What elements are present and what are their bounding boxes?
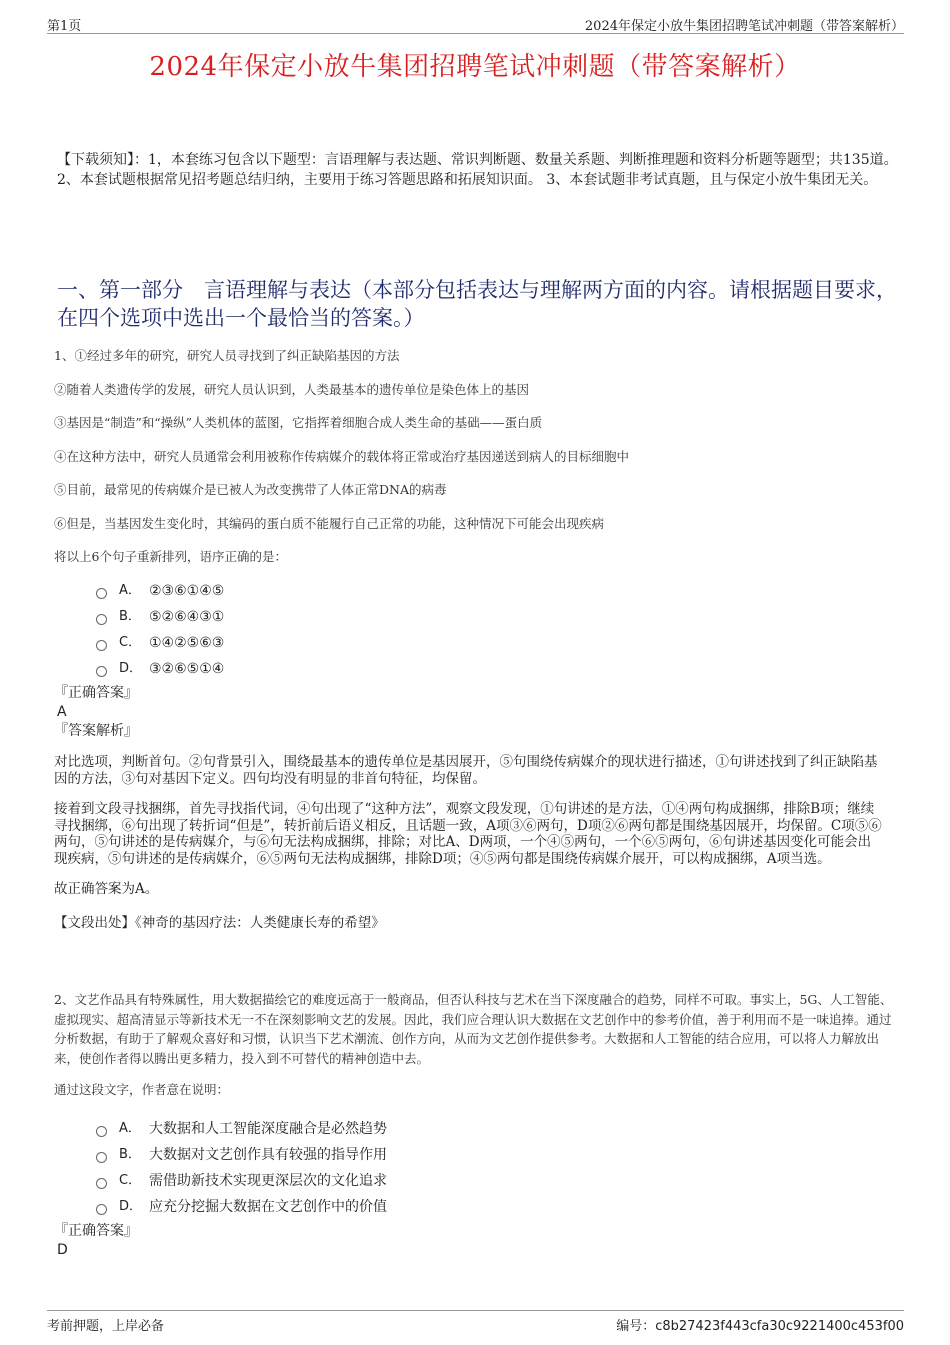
- download-notice: 【下载须知】：1，本套练习包含以下题型：言语理解与表达题、常识判断题、数量关系题、判断推理题和资料分析题等题型；共135道。 2、本套试题根据常见招考题总结归纳，主要用于练习答题思路和拓展知识面。 3、本套试题非考试真题，且与保定小放牛集团无关。: [57, 152, 898, 188]
- answer-value: D: [57, 1242, 68, 1258]
- question-2-options: [96, 1116, 904, 1220]
- question-2-prompt: 通过这段文字，作者意在说明：: [54, 1082, 230, 1097]
- question-1-line: ②随着人类遗传学的发展，研究人员认识到，人类最基本的遗传单位是染色体上的基因: [54, 381, 530, 397]
- source-citation: 【文段出处】《神奇的基因疗法：人类健康长寿的希望》: [54, 914, 385, 931]
- footer-slogan: 考前押题，上岸必备: [47, 1319, 165, 1334]
- option-b[interactable]: B． 大数据对文艺创作具有较强的指导作用: [96, 1142, 904, 1168]
- radio-icon[interactable]: [96, 1152, 107, 1163]
- section-heading: 一、第一部分 言语理解与表达（本部分包括表达与理解两方面的内容。请根据题目要求，在四个选项中选出一个最恰当的答案。）: [57, 278, 897, 330]
- page-header: [47, 13, 904, 34]
- option-a[interactable]: A． ②③⑥①④⑤: [96, 578, 904, 604]
- analysis-conclusion: 故正确答案为A。: [54, 881, 159, 897]
- question-1-line: ⑥但是，当基因发生变化时，其编码的蛋白质不能履行自己正常的功能，这种情况下可能会出现疾病: [54, 515, 605, 531]
- radio-icon[interactable]: [96, 1126, 107, 1137]
- question-1-prompt: 将以上6个句子重新排列，语序正确的是：: [54, 549, 287, 564]
- footer-doc-id: 编号：c8b27423f443cfa30c9221400c453f00: [616, 1319, 904, 1334]
- document-title: 2024年保定小放牛集团招聘笔试冲刺题（带答案解析）: [149, 52, 801, 82]
- question-2: [54, 990, 904, 1260]
- radio-icon[interactable]: [96, 588, 107, 599]
- question-1-line: 1、①经过多年的研究，研究人员寻找到了纠正缺陷基因的方法: [54, 348, 400, 363]
- question-1: [54, 346, 904, 931]
- radio-icon[interactable]: [96, 1204, 107, 1215]
- page-footer: [47, 1310, 904, 1334]
- question-2-stem: 2、文艺作品具有特殊属性，用大数据描绘它的难度远高于一般商品，但否认科技与艺术在当下深度融合的趋势，同样不可取。事实上，5G、人工智能、虚拟现实、超高清显示等新技术无一不在深刻影响文艺的发展。因此，我们应合理认识大数据在文艺创作中的参考价值，善于利用而不是一味追捧。通过分析数据，有助于了解观众喜好和习惯，认识当下艺术潮流、创作方向，从而为文艺创作提供参考。大数据和人工智能的结合应用，可以将人力解放出来，使创作者得以腾出更多精力，投入到不可替代的精神创造中去。: [54, 992, 893, 1066]
- question-1-options: [96, 578, 904, 682]
- radio-icon[interactable]: [96, 614, 107, 625]
- header-doc-title: 2024年保定小放牛集团招聘笔试冲刺题（带答案解析）: [584, 19, 904, 34]
- analysis-paragraph: 接着到文段寻找捆绑，首先寻找指代词，④句出现了“这种方法”，观察文段发现，①句讲述的是方法，①④两句构成捆绑，排除B项；继续寻找捆绑，⑥句出现了转折词“但是”，转折前后语义相反，且话题一致，A项③⑥两句，D项②⑥两句都是围绕基因展开，均保留。C项⑤⑥两句，⑤句讲述的是传病媒介，与⑥句无法构成捆绑，排除；对比A、D两项，一个④⑤两句，一个⑥⑤两句，⑥句讲述基因变化可能会出现疾病，⑤句讲述的是传病媒介，⑥⑤两句无法构成捆绑，排除D项；④⑤两句都是围绕传病媒介展开，可以构成捆绑，A项当选。: [54, 801, 882, 867]
- page-number: 第1页: [47, 19, 82, 34]
- option-c[interactable]: C． 需借助新技术实现更深层次的文化追求: [96, 1168, 904, 1194]
- analysis-paragraph: 对比选项，判断首句。②句背景引入，围绕最基本的遗传单位是基因展开，⑤句围绕传病媒介的现状进行描述，①句讲述找到了纠正缺陷基因的方法，③句对基因下定义。四句均没有明显的非首句特征，均保留。: [54, 754, 878, 787]
- question-1-line: ④在这种方法中，研究人员通常会利用被称作传病媒介的载体将正常或治疗基因递送到病人的目标细胞中: [54, 448, 630, 464]
- option-d[interactable]: D． 应充分挖掘大数据在文艺创作中的价值: [96, 1194, 904, 1220]
- question-1-line: ③基因是“制造”和“操纵”人类机体的蓝图，它指挥着细胞合成人类生命的基础——蛋白质: [54, 415, 543, 430]
- question-1-line: ⑤目前，最常见的传病媒介是已被人为改变携带了人体正常DNA的病毒: [54, 482, 447, 497]
- radio-icon[interactable]: [96, 640, 107, 651]
- radio-icon[interactable]: [96, 1178, 107, 1189]
- option-d[interactable]: D． ③②⑥⑤①④: [96, 656, 904, 682]
- radio-icon[interactable]: [96, 666, 107, 677]
- option-b[interactable]: B． ⑤②⑥④③①: [96, 604, 904, 630]
- answer-value: A: [57, 704, 67, 720]
- option-c[interactable]: C． ①④②⑤⑥③: [96, 630, 904, 656]
- answer-label: 『正确答案』: [54, 1223, 138, 1239]
- option-a[interactable]: A． 大数据和人工智能深度融合是必然趋势: [96, 1116, 904, 1142]
- analysis-label: 『答案解析』: [54, 723, 138, 739]
- answer-label: 『正确答案』: [54, 685, 138, 701]
